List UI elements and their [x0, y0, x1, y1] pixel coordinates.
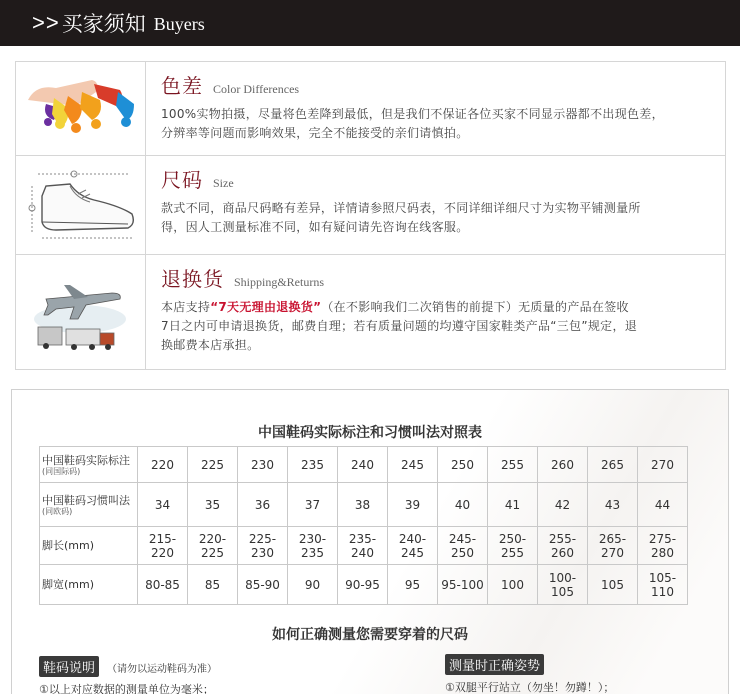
posture-badge: 测量时正确姿势 — [445, 654, 544, 675]
notice-text: （在不影响我们二次销售的前提下）无质量的产品在签收 — [321, 300, 629, 314]
notice-line — [161, 298, 715, 317]
size-cell: 255 — [488, 447, 538, 483]
size-cell: 35 — [188, 483, 238, 527]
notice-line: 100%实物拍摄，尽量将色差降到最低，但是我们不保证各位买家不同显示器都不出现色差， — [161, 107, 664, 121]
size-table-row — [40, 527, 688, 565]
size-cell: 250-255 — [488, 527, 538, 565]
size-cell: 95-100 — [438, 565, 488, 605]
size-row-sublabel: (同国际码) — [42, 466, 81, 476]
size-cell: 265-270 — [588, 527, 638, 565]
posture-line: ①双腿平行站立（勿坐！勿蹲！）； — [445, 681, 615, 694]
size-note-badge: 鞋码说明 — [39, 656, 99, 677]
size-cell: 38 — [338, 483, 388, 527]
size-row-label-text: 脚长(mm) — [42, 539, 95, 552]
notice-title-en: Shipping&Returns — [234, 275, 325, 289]
header-arrows: >> — [32, 10, 60, 35]
size-note-line: ①以上对应数据的测量单位为毫米； — [39, 683, 214, 694]
header-bar — [0, 0, 740, 46]
size-cell: 235-240 — [338, 527, 388, 565]
paint-fingers-icon — [16, 62, 146, 155]
size-cell: 40 — [438, 483, 488, 527]
size-cell: 80-85 — [138, 565, 188, 605]
size-row-label — [40, 527, 138, 565]
size-cell: 100-105 — [538, 565, 588, 605]
how-to-measure-title: 如何正确测量您需要穿着的尺码 — [272, 627, 468, 643]
size-cell: 215-220 — [138, 527, 188, 565]
size-cell: 240 — [338, 447, 388, 483]
size-chart-panel — [11, 389, 729, 694]
size-cell: 260 — [538, 447, 588, 483]
size-table-row — [40, 447, 688, 483]
size-cell: 230 — [238, 447, 288, 483]
size-cell: 90-95 — [338, 565, 388, 605]
notice-line: 得，因人工测量标准不同，如有疑问请先咨询在线客服。 — [161, 220, 469, 234]
size-cell: 36 — [238, 483, 288, 527]
notice-line: 7日之内可申请退换货，邮费自理；若有质量问题的均遵守国家鞋类产品“三包”规定，退 — [161, 319, 638, 333]
size-cell: 225 — [188, 447, 238, 483]
size-cell: 100 — [488, 565, 538, 605]
notice-title: 退换货 — [161, 267, 224, 291]
size-cell: 245-250 — [438, 527, 488, 565]
notice-title: 色差 — [161, 74, 203, 98]
notice-title-en: Size — [213, 176, 234, 190]
size-cell: 225-230 — [238, 527, 288, 565]
size-cell: 42 — [538, 483, 588, 527]
notice-title-en: Color Differences — [213, 82, 300, 96]
notice-size — [16, 155, 725, 254]
size-cell: 220 — [138, 447, 188, 483]
notice-text: 本店支持 — [161, 300, 211, 314]
notice-line: 款式不同，商品尺码略有差异，详情请参照尺码表，不同详细详细尺寸为实物平铺测量所 — [161, 201, 641, 215]
size-row-label-text: 脚宽(mm) — [42, 578, 95, 591]
size-row-label — [40, 565, 138, 605]
notice-body — [161, 199, 715, 237]
notice-title: 尺码 — [161, 168, 203, 192]
size-cell: 270 — [638, 447, 688, 483]
size-chart-title: 中国鞋码实际标注和习惯叫法对照表 — [258, 425, 482, 441]
size-cell: 105-110 — [638, 565, 688, 605]
size-row-sublabel: (同欧码) — [42, 506, 73, 516]
size-cell: 43 — [588, 483, 638, 527]
size-cell: 39 — [388, 483, 438, 527]
size-note-caption: （请勿以运动鞋码为准） — [107, 664, 217, 675]
size-cell: 41 — [488, 483, 538, 527]
notice-returns — [16, 254, 725, 369]
size-cell: 90 — [288, 565, 338, 605]
size-cell: 245 — [388, 447, 438, 483]
size-table-row — [40, 483, 688, 527]
size-table-row — [40, 565, 688, 605]
size-cell: 275-280 — [638, 527, 688, 565]
policy-highlight: “7天无理由退换货” — [210, 300, 322, 314]
size-cell: 230-235 — [288, 527, 338, 565]
size-cell: 240-245 — [388, 527, 438, 565]
notice-box — [15, 61, 726, 370]
size-cell: 85 — [188, 565, 238, 605]
header-title: 买家须知 — [61, 12, 146, 36]
size-cell: 220-225 — [188, 527, 238, 565]
size-cell: 255-260 — [538, 527, 588, 565]
notice-line: 分辨率等问题而影响效果，完全不能接受的亲们请慎拍。 — [161, 126, 469, 140]
size-row-label — [40, 447, 138, 483]
size-row-label — [40, 483, 138, 527]
size-cell: 265 — [588, 447, 638, 483]
size-cell: 95 — [388, 565, 438, 605]
size-table — [39, 446, 688, 605]
notice-body — [161, 298, 715, 355]
size-cell: 235 — [288, 447, 338, 483]
notice-body — [161, 105, 715, 143]
size-cell: 105 — [588, 565, 638, 605]
size-cell: 85-90 — [238, 565, 288, 605]
size-cell: 44 — [638, 483, 688, 527]
size-row-label-text: 中国鞋码实际标注 — [42, 453, 130, 467]
size-row-label-text: 中国鞋码习惯叫法 — [42, 493, 130, 507]
shoe-measure-icon — [16, 156, 146, 254]
size-cell: 250 — [438, 447, 488, 483]
airplane-truck-icon — [16, 255, 146, 369]
notice-color — [16, 62, 725, 155]
size-cell: 34 — [138, 483, 188, 527]
header-title-en: Buyers — [153, 14, 205, 34]
notice-line: 换邮费本店承担。 — [161, 338, 260, 352]
size-cell: 37 — [288, 483, 338, 527]
